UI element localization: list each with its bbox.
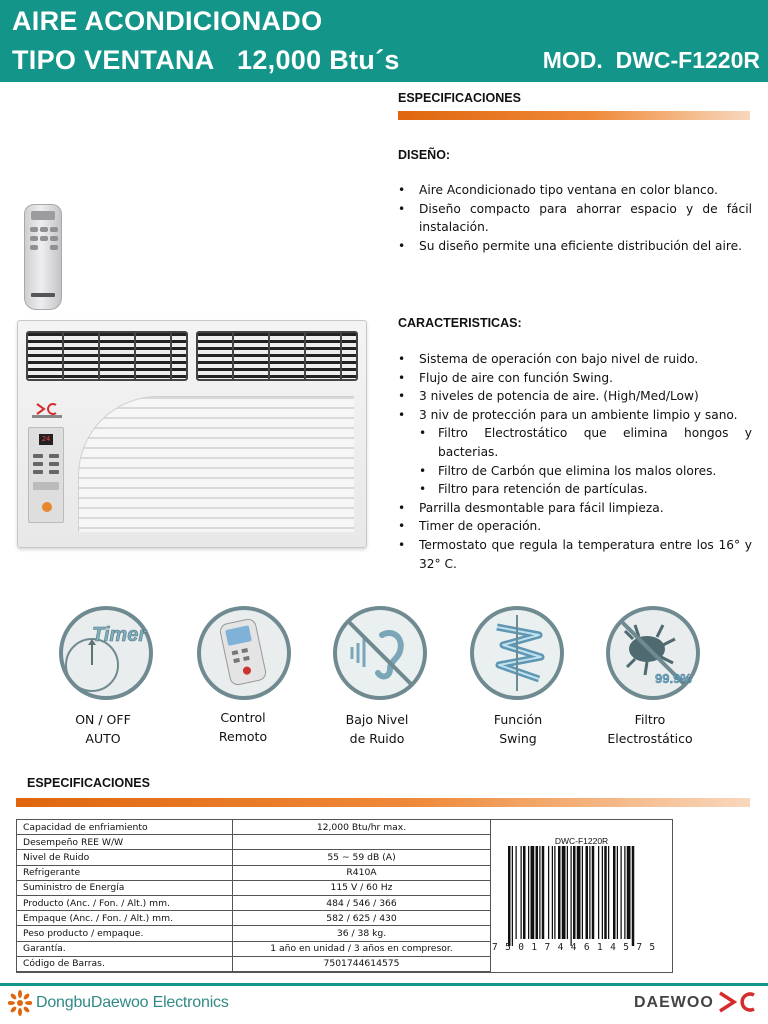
timer-icon (58, 605, 154, 701)
daewoo-logo-icon (718, 990, 758, 1014)
daewoo-brand: DAEWOO (634, 994, 714, 1011)
specs-heading: ESPECIFICACIONES (398, 91, 521, 105)
table-row (17, 926, 491, 941)
list-item: • Aire Acondicionado tipo ventana en color blanco. (398, 181, 752, 200)
list-item: • Timer de operación. (398, 517, 752, 536)
low-noise-icon (332, 605, 428, 701)
feature-label-filter (590, 711, 710, 748)
table-row (17, 941, 491, 956)
list-item: • Sistema de operación con bajo nivel de ruido. (398, 350, 752, 369)
spec-label: Nivel de Ruido (17, 850, 233, 865)
swing-icon (469, 605, 565, 701)
list-subitem: • Filtro de Carbón que elimina los malos olores. (398, 462, 752, 481)
spec-table (16, 819, 491, 972)
left-top-vent (26, 331, 188, 381)
dongbu-daewoo-brand: DongbuDaewoo Electronics (36, 994, 229, 1011)
daewoo-logo-icon (36, 403, 58, 413)
spec-table-heading: ESPECIFICACIONES (27, 776, 150, 790)
feature-label-line: Electrostático (607, 730, 693, 746)
feature-label-remote (183, 709, 303, 746)
list-item: • 3 niveles de potencia de aire. (High/Med/Low) (398, 387, 752, 406)
spec-value: 12,000 Btu/hr max. (233, 820, 491, 835)
table-row (17, 820, 491, 835)
power-button-icon (42, 502, 52, 512)
spec-value: 7501744614575 (233, 956, 491, 971)
list-item: • Termostato que regula la temperatura entre los 16° y 32° C. (398, 536, 752, 573)
spec-value: R410A (233, 865, 491, 880)
remote-control-icon (196, 605, 292, 701)
table-row (17, 850, 491, 865)
spec-value: 484 / 546 / 366 (233, 895, 491, 910)
filter-icon-text: 99.9% (655, 671, 692, 686)
list-item: • 3 niv de protección para un ambiente limpio y sano. (398, 406, 752, 425)
header-banner (0, 0, 768, 82)
feature-label-line: Swing (499, 730, 537, 746)
spec-value: 55 ~ 59 dB (A) (233, 850, 491, 865)
feature-label-line: de Ruido (349, 730, 405, 746)
design-heading: DISEÑO: (398, 148, 451, 162)
dongbu-daewoo-logo-icon (8, 990, 32, 1016)
air-conditioner-image (17, 320, 367, 548)
list-subitem: • Filtro Electrostático que elimina hongos y bacterias. (398, 424, 752, 461)
spec-label: Peso producto / empaque. (17, 926, 233, 941)
feature-label-line: Control (220, 710, 266, 725)
control-panel (28, 427, 64, 523)
model-number: MOD. DWC-F1220R (542, 47, 760, 73)
feature-label-line: Función (493, 712, 543, 727)
table-row (17, 880, 491, 895)
features-list (398, 350, 752, 573)
table-row (17, 956, 491, 971)
list-item: • Parrilla desmontable para fácil limpieza. (398, 499, 752, 518)
right-top-vent (196, 331, 358, 381)
spec-label: Código de Barras. (17, 956, 233, 971)
product-title-line2: TIPO VENTANA 12,000 Btu´s (12, 45, 400, 75)
feature-label-timer (43, 711, 163, 748)
table-row (17, 911, 491, 926)
list-item: • Diseño compacto para ahorrar espacio y de fácil instalación. (398, 200, 752, 237)
spec-label: Garantía. (17, 941, 233, 956)
feature-label-line: Filtro (634, 712, 666, 727)
list-item: • Flujo de aire con función Swing. (398, 369, 752, 388)
spec-value: 115 V / 60 Hz (233, 880, 491, 895)
spec-value (233, 835, 491, 850)
front-grille (78, 396, 354, 532)
design-list (398, 181, 752, 255)
list-item: • Su diseño permite una eficiente distribución del aire. (398, 237, 752, 256)
temperature-display: 24 (39, 434, 53, 445)
spec-label: Suministro de Energía (17, 880, 233, 895)
feature-label-line: Bajo Nivel (345, 712, 409, 727)
feature-label-line: AUTO (85, 730, 121, 746)
barcode-digits: 7501744614575 (492, 942, 663, 953)
list-subitem: • Filtro para retención de partículas. (398, 480, 752, 499)
filter-icon (605, 605, 701, 701)
spec-label: Desempeño REE W/W (17, 835, 233, 850)
spec-value: 1 año en unidad / 3 años en compresor. (233, 941, 491, 956)
orange-divider-bottom (16, 798, 750, 807)
feature-label-line: Remoto (218, 728, 268, 744)
product-title-line1: AIRE ACONDICIONADO (12, 6, 323, 36)
footer-divider (0, 983, 768, 986)
spec-label: Producto (Anc. / Fon. / Alt.) mm. (17, 895, 233, 910)
spec-value: 582 / 625 / 430 (233, 911, 491, 926)
spec-label: Empaque (Anc. / Fon. / Alt.) mm. (17, 911, 233, 926)
barcode (490, 819, 673, 973)
spec-label: Refrigerante (17, 865, 233, 880)
barcode-label: DWC-F1220R (554, 836, 609, 846)
features-heading: CARACTERISTICAS: (398, 316, 522, 330)
feature-label-line: ON / OFF (75, 712, 131, 727)
feature-label-noise (317, 711, 437, 748)
spec-value: 36 / 38 kg. (233, 926, 491, 941)
table-row (17, 895, 491, 910)
remote-control-image (24, 204, 62, 310)
spec-label: Capacidad de enfriamiento (17, 820, 233, 835)
feature-label-swing (458, 711, 578, 748)
orange-divider-top (398, 111, 750, 120)
table-row (17, 835, 491, 850)
timer-icon-text: Timer (92, 624, 147, 646)
table-row (17, 865, 491, 880)
